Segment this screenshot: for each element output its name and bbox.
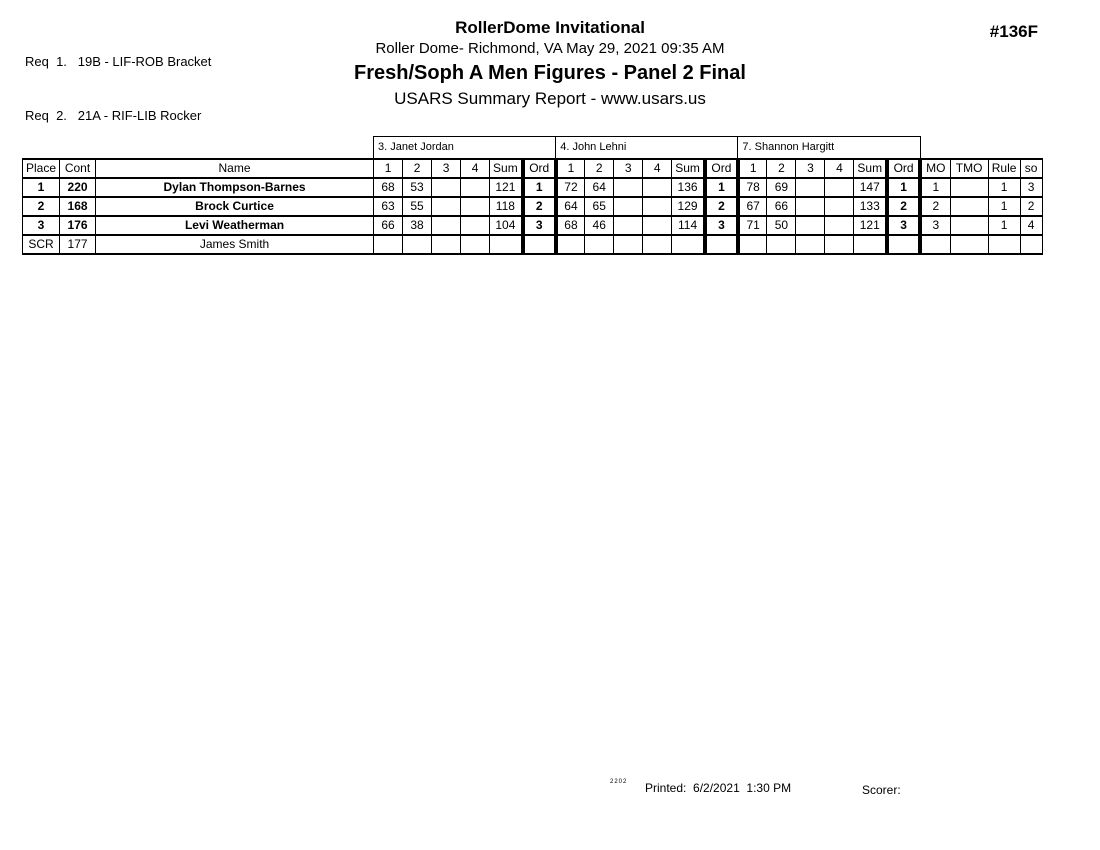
cell-score	[432, 178, 461, 197]
cell-tmo	[950, 235, 988, 254]
cell-score	[461, 197, 490, 216]
cell-score: 71	[738, 216, 767, 235]
judge-name-box: 4. John Lehni	[556, 137, 738, 159]
skater-row	[23, 197, 1043, 216]
cell-score	[796, 216, 825, 235]
cell-score	[796, 197, 825, 216]
header-sum: Sum	[490, 159, 523, 178]
cell-score: 46	[585, 216, 614, 235]
header-score-1: 1	[738, 159, 767, 178]
header-rule: Rule	[988, 159, 1020, 178]
skater-row	[23, 216, 1043, 235]
cell-mo: 3	[920, 216, 950, 235]
cell-score	[614, 178, 643, 197]
cell-name: Brock Curtice	[96, 197, 374, 216]
cell-place: 3	[23, 216, 60, 235]
cell-cont: 168	[60, 197, 96, 216]
cell-sum: 114	[672, 216, 705, 235]
cell-score	[556, 235, 585, 254]
header-score-2: 2	[403, 159, 432, 178]
judge-band-spacer-left	[23, 137, 374, 159]
cell-score: 67	[738, 197, 767, 216]
cell-score: 68	[374, 178, 403, 197]
cell-ord	[705, 235, 738, 254]
header-score-3: 3	[432, 159, 461, 178]
cell-score	[643, 197, 672, 216]
cell-mo: 2	[920, 197, 950, 216]
cell-cont: 220	[60, 178, 96, 197]
venue-date-line: Roller Dome- Richmond, VA May 29, 2021 09:35 AM	[375, 40, 725, 58]
header-sum: Sum	[854, 159, 887, 178]
header-name: Name	[96, 159, 374, 178]
header-score-3: 3	[796, 159, 825, 178]
header-ord: Ord	[523, 159, 556, 178]
cell-sum: 147	[854, 178, 887, 197]
cell-cont: 176	[60, 216, 96, 235]
cell-sum: 121	[854, 216, 887, 235]
cell-score: 63	[374, 197, 403, 216]
cell-score	[643, 178, 672, 197]
cell-rule	[988, 235, 1020, 254]
cell-score	[825, 178, 854, 197]
cell-tmo	[950, 216, 988, 235]
cell-place: 2	[23, 197, 60, 216]
cell-place: SCR	[23, 235, 60, 254]
cell-score: 65	[585, 197, 614, 216]
header-ord: Ord	[705, 159, 738, 178]
cell-score	[825, 235, 854, 254]
cell-tmo	[950, 197, 988, 216]
printed-timestamp	[645, 781, 791, 795]
cell-ord: 3	[887, 216, 920, 235]
header-mo: MO	[920, 159, 950, 178]
cell-ord: 2	[887, 197, 920, 216]
req-line-2: Req 2. 21A - RIF-LIB Rocker	[25, 108, 202, 123]
header-cont: Cont	[60, 159, 96, 178]
cell-ord: 2	[523, 197, 556, 216]
cell-so: 2	[1020, 197, 1042, 216]
header-so: so	[1020, 159, 1042, 178]
cell-sum: 133	[854, 197, 887, 216]
cell-score: 55	[403, 197, 432, 216]
cell-score: 50	[767, 216, 796, 235]
skater-row	[23, 178, 1043, 197]
cell-so: 3	[1020, 178, 1042, 197]
report-version: 2202	[610, 779, 628, 785]
cell-sum: 121	[490, 178, 523, 197]
cell-sum	[672, 235, 705, 254]
cell-score	[403, 235, 432, 254]
header-place: Place	[23, 159, 60, 178]
cell-ord: 1	[705, 178, 738, 197]
cell-score	[461, 178, 490, 197]
cell-score	[461, 235, 490, 254]
cell-mo: 1	[920, 178, 950, 197]
header-score-3: 3	[614, 159, 643, 178]
cell-score	[614, 235, 643, 254]
header-score-2: 2	[585, 159, 614, 178]
cell-score: 64	[556, 197, 585, 216]
header-score-4: 4	[461, 159, 490, 178]
cell-score: 64	[585, 178, 614, 197]
cell-ord: 3	[523, 216, 556, 235]
cell-score: 66	[374, 216, 403, 235]
cell-score	[432, 216, 461, 235]
cell-sum: 136	[672, 178, 705, 197]
cell-sum: 104	[490, 216, 523, 235]
cell-ord: 3	[705, 216, 738, 235]
cell-score	[825, 216, 854, 235]
cell-score: 69	[767, 178, 796, 197]
header-ord: Ord	[887, 159, 920, 178]
req-line-1: Req 1. 19B - LIF-ROB Bracket	[25, 54, 212, 69]
cell-score	[461, 216, 490, 235]
printed-label: Printed:	[645, 781, 687, 795]
cell-score	[614, 216, 643, 235]
cell-score	[738, 235, 767, 254]
skater-row	[23, 235, 1043, 254]
cell-score	[374, 235, 403, 254]
cell-score	[585, 235, 614, 254]
cell-tmo	[950, 178, 988, 197]
header-score-4: 4	[825, 159, 854, 178]
event-number: #136F	[989, 22, 1038, 41]
cell-ord	[887, 235, 920, 254]
cell-ord: 1	[523, 178, 556, 197]
cell-score: 78	[738, 178, 767, 197]
scorer-label: Scorer:	[862, 783, 901, 797]
title-block	[0, 17, 1100, 109]
header-score-4: 4	[643, 159, 672, 178]
cell-score	[767, 235, 796, 254]
cell-place: 1	[23, 178, 60, 197]
cell-sum	[490, 235, 523, 254]
column-header-row	[23, 159, 1043, 178]
cell-score	[825, 197, 854, 216]
header-score-1: 1	[556, 159, 585, 178]
event-title: Fresh/Soph A Men Figures - Panel 2 Final	[354, 62, 746, 84]
cell-rule: 1	[988, 216, 1020, 235]
cell-cont: 177	[60, 235, 96, 254]
cell-sum: 129	[672, 197, 705, 216]
judge-band-row	[23, 137, 1043, 159]
report-type-line: USARS Summary Report - www.usars.us	[394, 89, 706, 108]
cell-score	[614, 197, 643, 216]
header-tmo: TMO	[950, 159, 988, 178]
cell-ord	[523, 235, 556, 254]
cell-name: James Smith	[96, 235, 374, 254]
cell-so	[1020, 235, 1042, 254]
cell-ord: 2	[705, 197, 738, 216]
judge-name-box: 7. Shannon Hargitt	[738, 137, 920, 159]
judge-band-spacer-right	[920, 137, 1042, 159]
cell-name: Dylan Thompson-Barnes	[96, 178, 374, 197]
cell-name: Levi Weatherman	[96, 216, 374, 235]
judge-name-box: 3. Janet Jordan	[374, 137, 556, 159]
cell-score	[432, 197, 461, 216]
results-table	[22, 136, 1043, 255]
cell-score	[796, 178, 825, 197]
cell-rule: 1	[988, 197, 1020, 216]
cell-score: 66	[767, 197, 796, 216]
cell-score	[432, 235, 461, 254]
cell-score: 38	[403, 216, 432, 235]
competition-title: RollerDome Invitational	[455, 18, 645, 37]
header-score-2: 2	[767, 159, 796, 178]
cell-score: 53	[403, 178, 432, 197]
cell-rule: 1	[988, 178, 1020, 197]
cell-sum: 118	[490, 197, 523, 216]
printed-value: 6/2/2021 1:30 PM	[693, 781, 792, 795]
cell-ord: 1	[887, 178, 920, 197]
cell-score	[643, 216, 672, 235]
cell-sum	[854, 235, 887, 254]
header-score-1: 1	[374, 159, 403, 178]
cell-mo	[920, 235, 950, 254]
cell-score	[643, 235, 672, 254]
cell-score: 72	[556, 178, 585, 197]
header-sum: Sum	[672, 159, 705, 178]
cell-score	[796, 235, 825, 254]
cell-so: 4	[1020, 216, 1042, 235]
cell-score: 68	[556, 216, 585, 235]
